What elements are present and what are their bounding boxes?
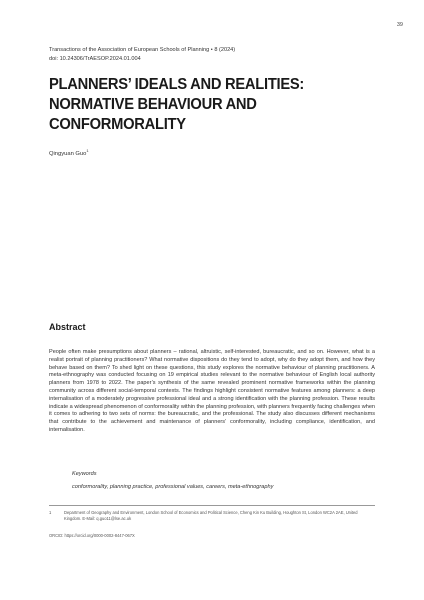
author-footnote-mark: 1 bbox=[86, 148, 89, 153]
keywords-label: Keywords bbox=[72, 471, 97, 477]
author-name: Qingyuan Guo bbox=[49, 150, 87, 157]
journal-doi: doi: 10.24306/TrAESOP.2024.01.004 bbox=[49, 56, 141, 62]
footnote-divider bbox=[49, 505, 375, 506]
keywords-list: conformorality, planning practice, professional values, careers, meta-ethnography bbox=[72, 484, 274, 490]
journal-info bbox=[49, 46, 235, 64]
paper-title: PLANNERS’ IDEALS AND REALITIES: NORMATIVE BEHAVIOUR AND CONFORMORALITY bbox=[49, 76, 305, 133]
journal-name: Transactions of the Association of European Schools of Planning • 8 (2024) bbox=[49, 47, 236, 53]
footnote bbox=[49, 510, 375, 522]
author bbox=[49, 148, 89, 157]
footnote-number: 1 bbox=[49, 510, 52, 515]
abstract-text: People often make presumptions about planners – rational, altruistic, self-interested, bureaucratic, and so on. However, what is a realist portrait of planning practitioners? What normative dispositions do they tend to adopt, why do they adopt them, and how they behave based on them? To shed light on these questions, this study explores the normative behaviour of planning practitioners. A meta-ethnography was conducted focusing on 19 empirical studies relevant to the normative behaviour of English local authority planners from 1978 to 2022. The paper’s synthesis of the same revealed prominent normative frameworks within the planning community across different social-temporal contexts. The findings highlight consistent normative features among planners: a deep internalisation of a moderately progressive professional ideal and a strong identification with the planning profession. These results indicate a widespread phenomenon of conformorality within the planning profession, with planners frequently facing challenges when it comes to adhering to two sets of norms: the bureaucratic, and the professional. The study also discusses different mechanisms that contribute to the achievement and maintenance of planners’ conformorality, including compliance, identification, and internalisation. bbox=[49, 349, 375, 433]
page-number: 39 bbox=[396, 22, 403, 28]
orcid-link[interactable]: ORCID: https://orcid.org/0000-0002-8447-067X bbox=[49, 533, 135, 538]
footnote-text: Department of Geography and Environment, London School of Economics and Political Science, Cheng Kin Ku Building, Houghton St, London WC2A 2AE, United Kingdom. E-Mail: q.guo11@lse.ac.uk bbox=[64, 510, 358, 521]
abstract-heading: Abstract bbox=[49, 322, 86, 332]
